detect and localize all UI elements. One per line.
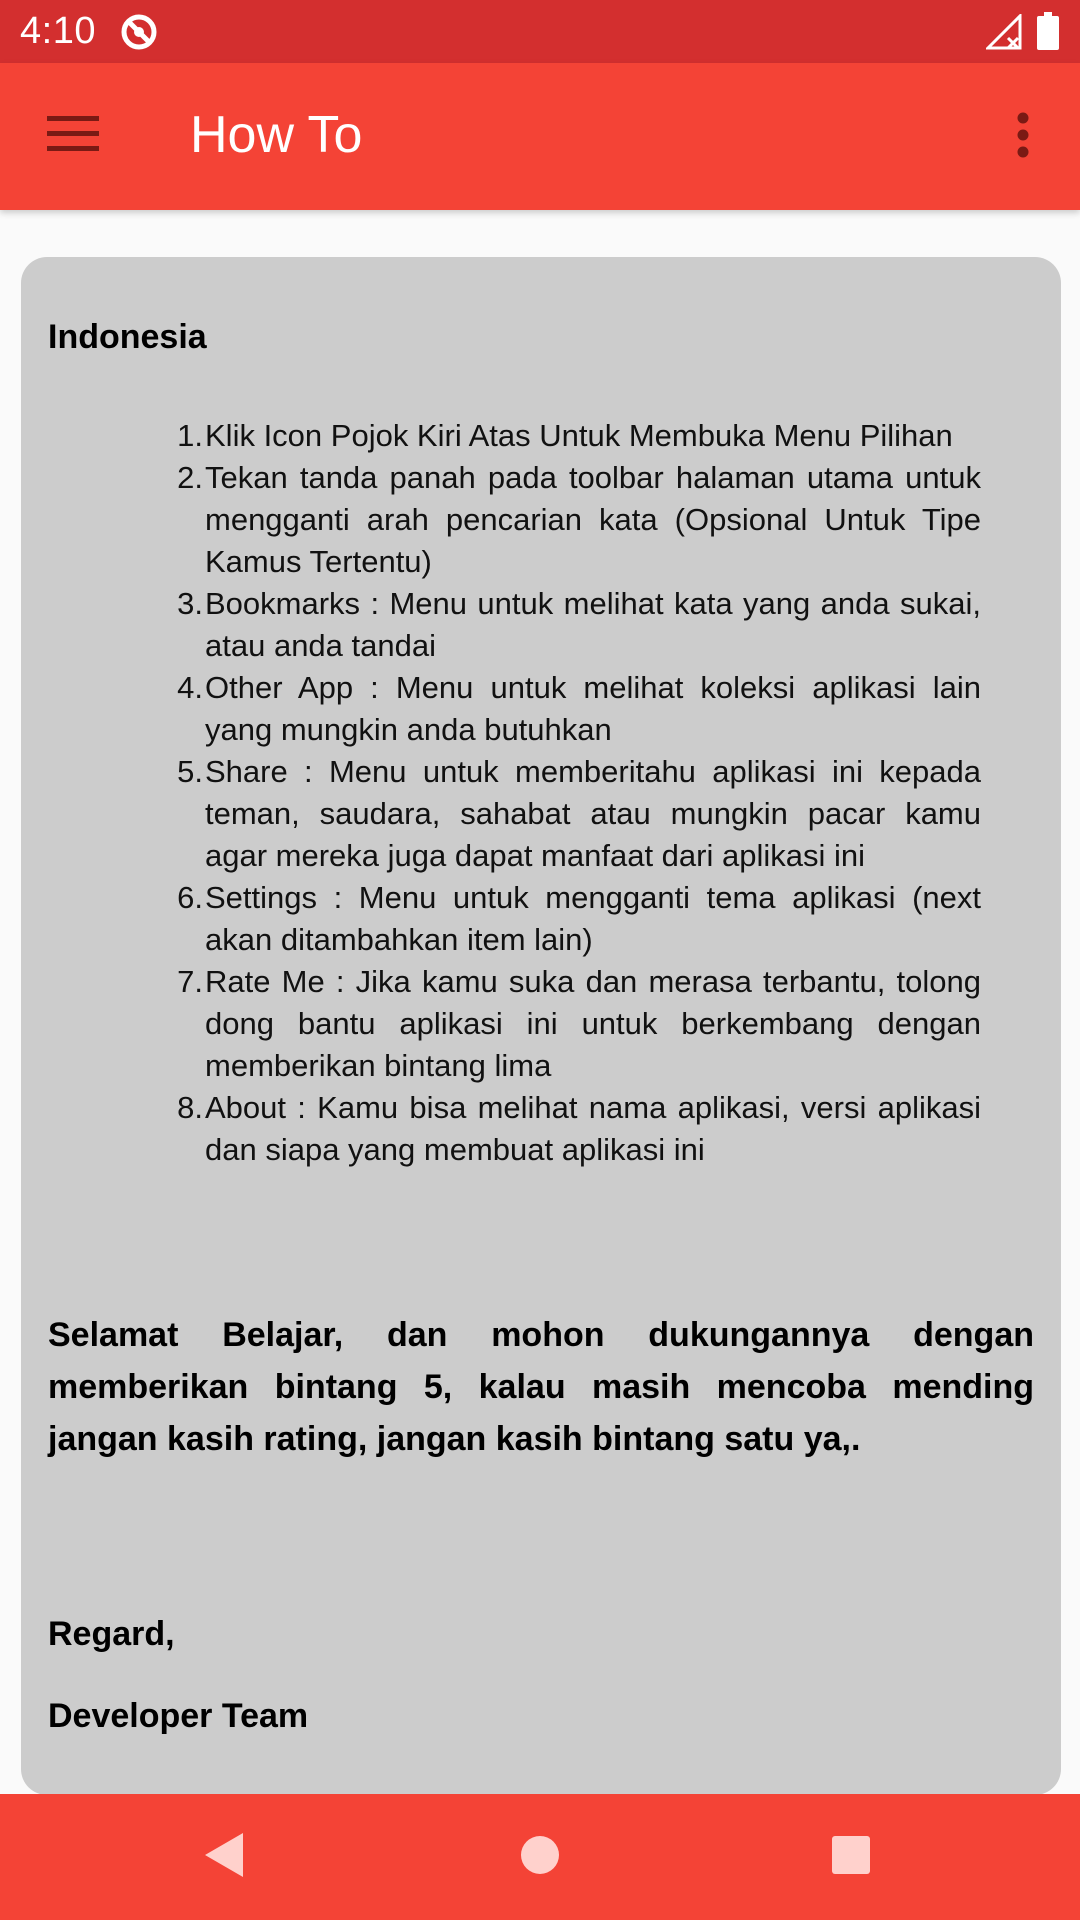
list-item	[177, 583, 981, 667]
list-item-number: 2.	[177, 460, 203, 495]
list-item	[177, 415, 981, 457]
list-item-text: Bookmarks : Menu untuk melihat kata yang anda sukai, atau anda tandai	[205, 586, 981, 663]
list-item-text: Other App : Menu untuk melihat koleksi aplikasi lain yang mungkin anda butuhkan	[205, 670, 981, 747]
closing-message: Selamat Belajar, dan mohon dukungannya dengan memberikan bintang 5, kalau masih mencoba mending jangan kasih rating, jangan kasih bintang satu ya,.	[48, 1316, 1034, 1458]
home-circle-icon	[519, 1834, 561, 1881]
list-item-number: 1.	[177, 418, 203, 453]
section-heading: Indonesia	[48, 318, 207, 356]
list-item-text: Rate Me : Jika kamu suka dan merasa terbantu, tolong dong bantu aplikasi ini untuk berkembang dengan memberikan bintang lima	[205, 964, 981, 1083]
list-item	[177, 1087, 981, 1171]
recent-apps-button[interactable]	[818, 1824, 884, 1890]
list-item-number: 6.	[177, 880, 203, 915]
list-item	[177, 877, 981, 961]
home-button[interactable]	[507, 1824, 573, 1890]
navigation-bar	[0, 1794, 1080, 1920]
recent-apps-square-icon	[831, 1835, 871, 1880]
page-title: How To	[190, 106, 363, 164]
list-item-text: Tekan tanda panah pada toolbar halaman utama untuk mengganti arah pencarian kata (Opsional Untuk Tipe Kamus Tertentu)	[205, 460, 981, 579]
hamburger-menu-icon	[47, 114, 99, 159]
list-item-number: 3.	[177, 586, 203, 621]
content-card	[21, 257, 1061, 1795]
data-saver-icon	[118, 11, 160, 53]
menu-button[interactable]	[30, 101, 116, 171]
battery-full-icon	[1037, 12, 1059, 50]
more-vert-icon	[1016, 112, 1030, 163]
back-triangle-icon	[203, 1831, 245, 1884]
list-item-number: 8.	[177, 1090, 203, 1125]
how-to-list	[177, 415, 981, 1171]
overflow-menu-button[interactable]	[990, 101, 1056, 173]
list-item-number: 7.	[177, 964, 203, 999]
regard-text: Regard,	[48, 1615, 175, 1653]
list-item	[177, 961, 981, 1087]
list-item-number: 4.	[177, 670, 203, 705]
team-signature: Developer Team	[48, 1697, 309, 1735]
list-item	[177, 457, 981, 583]
list-item	[177, 667, 981, 751]
list-item-text: About : Kamu bisa melihat nama aplikasi, versi aplikasi dan siapa yang membuat aplikasi ini	[205, 1090, 981, 1167]
list-item-text: Share : Menu untuk memberitahu aplikasi ini kepada teman, saudara, sahabat atau mungkin pacar kamu agar mereka juga dapat manfaat dari aplikasi ini	[205, 754, 981, 873]
status-time: 4:10	[20, 10, 96, 52]
list-item-text: Klik Icon Pojok Kiri Atas Untuk Membuka Menu Pilihan	[205, 418, 953, 453]
status-bar	[0, 0, 1080, 63]
list-item-number: 5.	[177, 754, 203, 789]
back-button[interactable]	[191, 1824, 257, 1890]
list-item-text: Settings : Menu untuk mengganti tema aplikasi (next akan ditambahkan item lain)	[205, 880, 981, 957]
signal-no-connection-icon	[986, 14, 1022, 50]
app-bar	[0, 63, 1080, 210]
list-item	[177, 751, 981, 877]
